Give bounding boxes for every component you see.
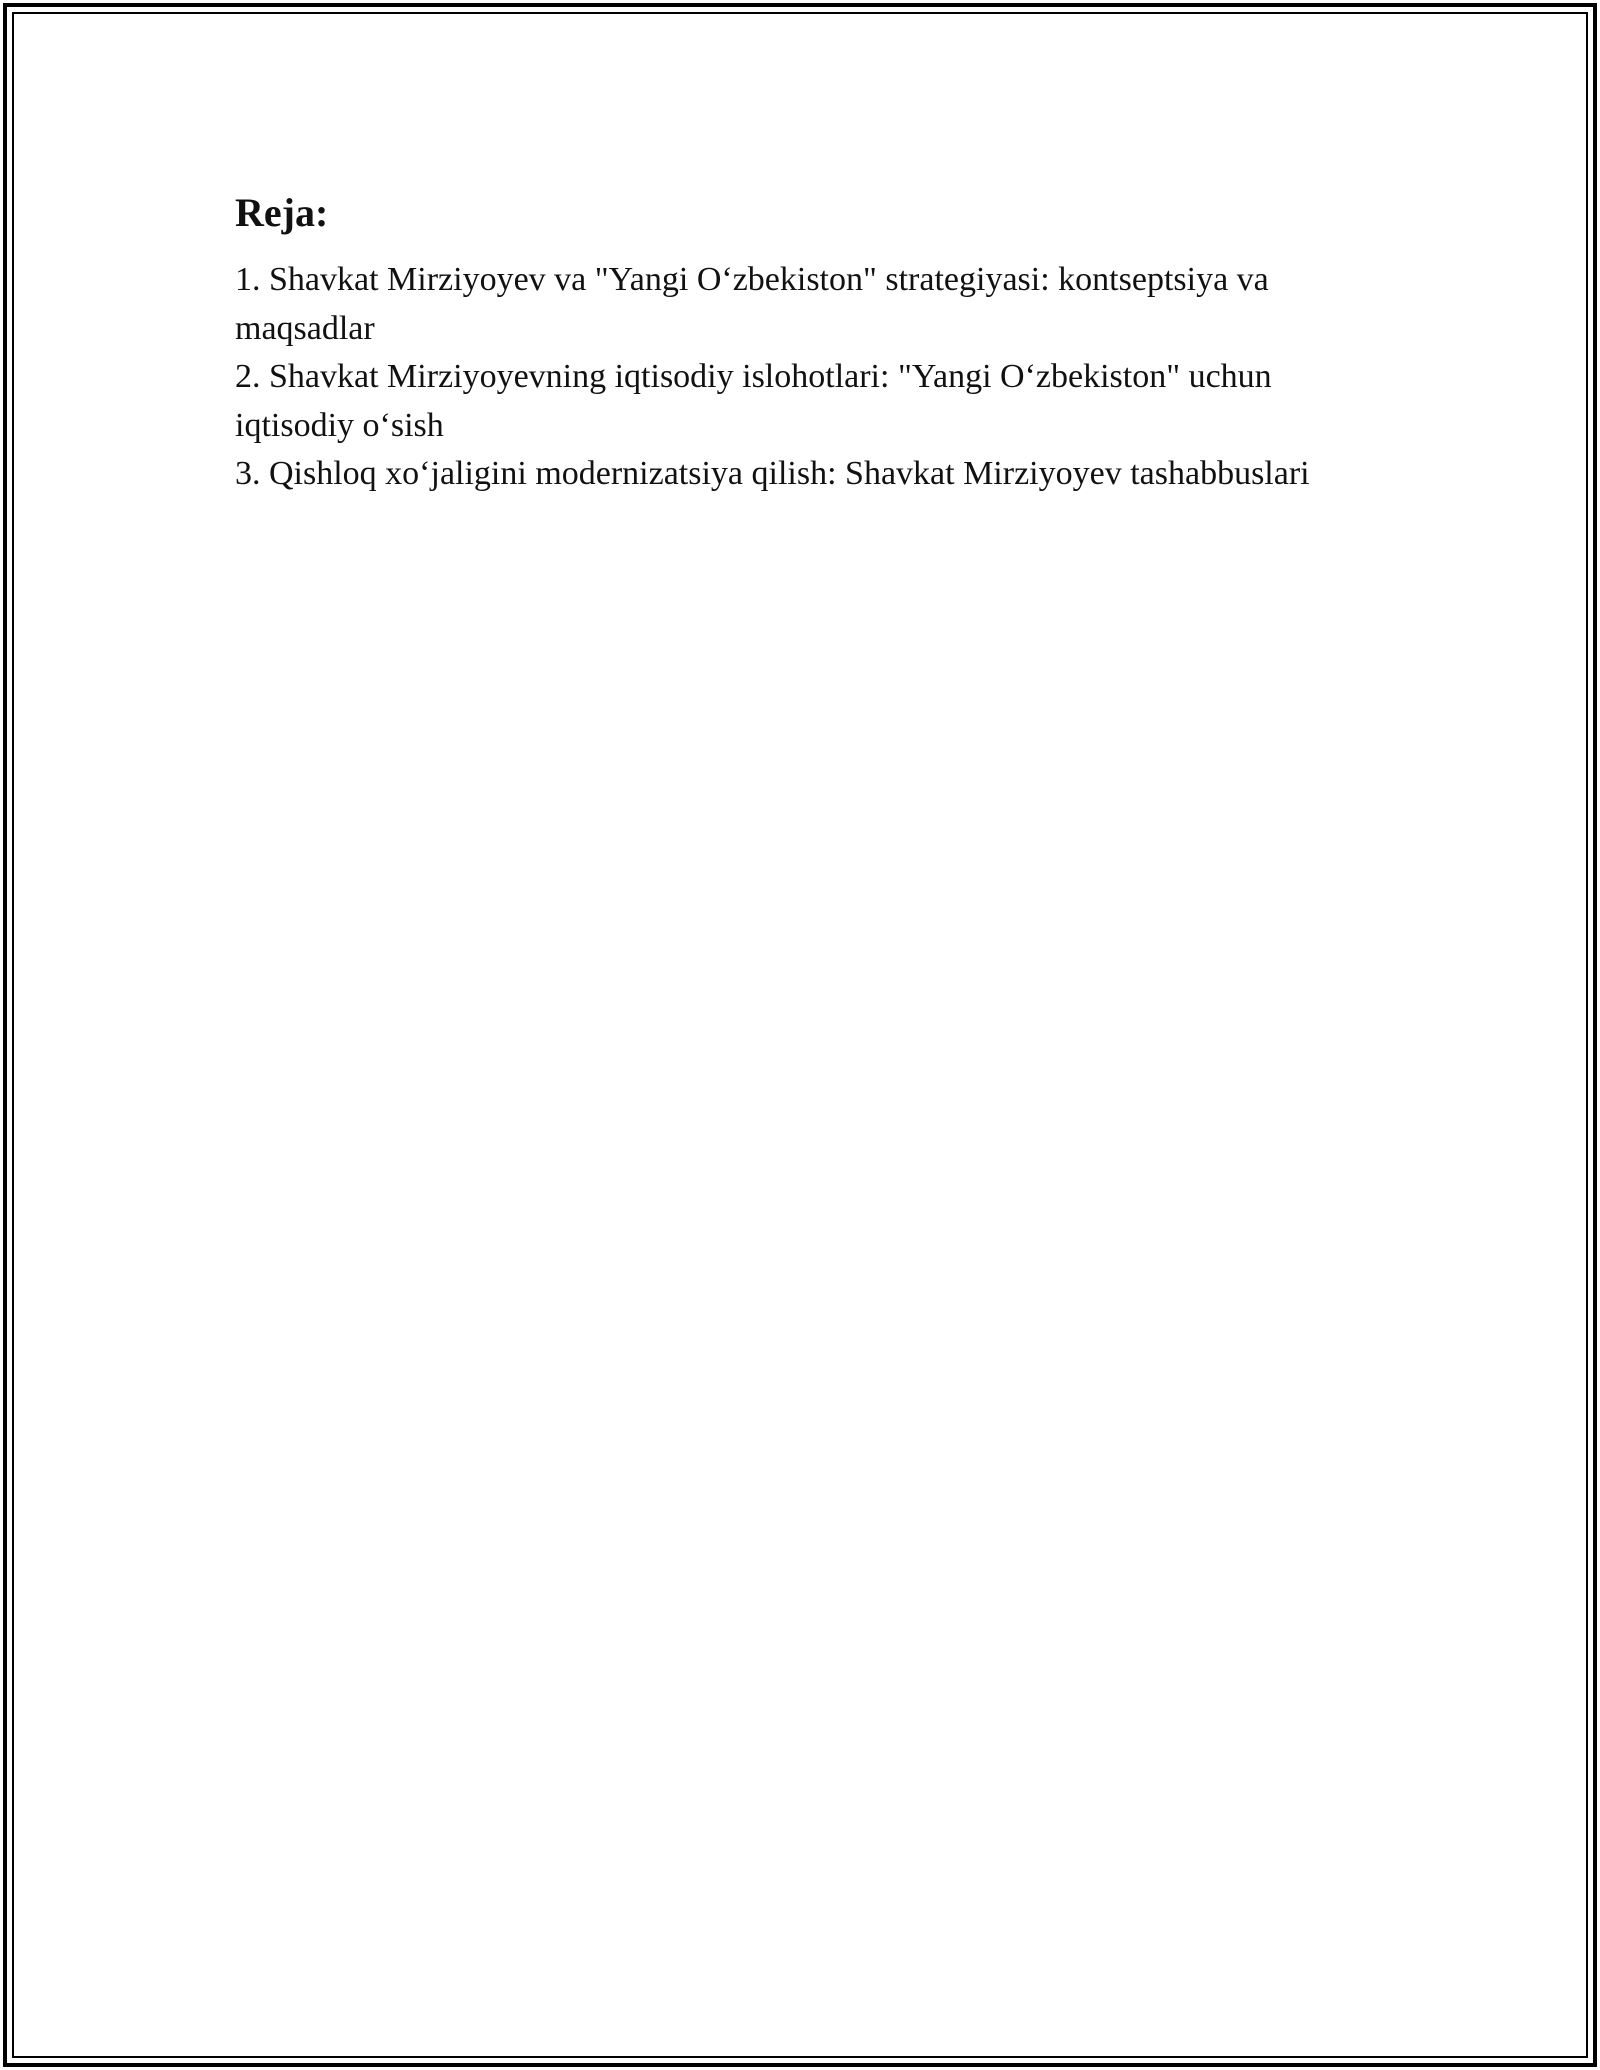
plan-list (235, 256, 1375, 499)
plan-heading: Reja: (235, 190, 329, 235)
plan-item-3: 3. Qishloq xo‘jaligini modernizatsiya qilish: Shavkat Mirziyoyev tashabbuslari (235, 455, 1310, 492)
page-content (235, 186, 1375, 499)
plan-item-2: 2. Shavkat Mirziyoyevning iqtisodiy islohotlari: "Yangi O‘zbekiston" uchun iqtisodiy o‘sish (235, 358, 1272, 444)
plan-item-1: 1. Shavkat Mirziyoyev va "Yangi O‘zbekiston" strategiyasi: kontseptsiya va maqsadlar (235, 261, 1269, 347)
